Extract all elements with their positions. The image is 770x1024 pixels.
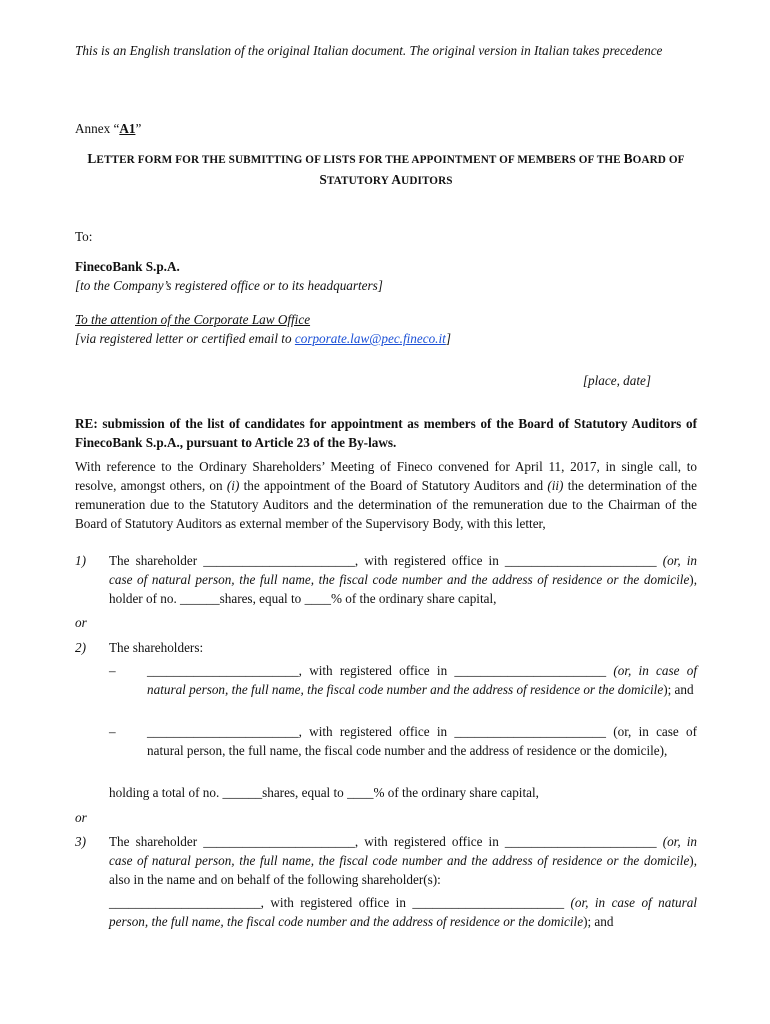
intro-paragraph: With reference to the Ordinary Shareholders’ Meeting of Fineco convened for April 11, 2017, in single call, to resolve, amongst others, on (i) the appointment of the Board of Statutory Auditors and (ii) the determination of the remuneration due to the Statutory Auditors and the determination of the remuneration due to the Chairman of the Board of Statutory Auditors as external member of the Supervisory Body, with this letter, (75, 459, 697, 531)
list-item-2-sub-1: – _______________________, with registered office in _______________________ (or, in case of natural person, the full name, the fiscal code number and the address of residence or the domicile); and (75, 661, 697, 699)
translation-note: This is an English translation of the original Italian document. The original version in Italian takes precedence (75, 43, 663, 58)
list-item-2: 2) The shareholders: (75, 640, 204, 655)
email-link[interactable]: corporate.law@pec.fineco.it (294, 331, 446, 346)
item-number: 3) (75, 834, 86, 849)
holding-total: holding a total of no. ______shares, equal to ____% of the ordinary share capital, (109, 785, 539, 800)
item-number: 2) (75, 640, 86, 655)
document-title: LETTER FORM FOR THE SUBMITTING OF LISTS FOR THE APPOINTMENT OF MEMBERS OF THE BOARD OF STATUTORY AUDITORS (87, 151, 685, 187)
list-item-2-sub-2: – _______________________, with registered office in _______________________ (or, in case of natural person, the full name, the fiscal code number and the address of residence or the domicile), (75, 722, 697, 760)
attention-line: To the attention of the Corporate Law Office (75, 312, 311, 327)
to-label: To: (75, 229, 93, 244)
dash-bullet: – (109, 663, 116, 678)
place-date: [place, date] (582, 373, 651, 388)
company-name: FinecoBank S.p.A. (75, 259, 180, 274)
re-subject: RE: submission of the list of candidates for appointment as members of the Board of Statutory Auditors of FinecoBank S.p.A., pursuant to Article 23 of the By-laws. (75, 416, 697, 450)
list-item-1: 1) The shareholder _______________________, with registered office in _______________________ (or, in case of natural person, the full name, the fiscal code number and the address of residence or the domicile), holder of no. ______shares, equal to ____% of the ordinary share capital, (75, 553, 698, 606)
list-item-3: 3) The shareholder _______________________, with registered office in _______________________ (or, in case of natural person, the full name, the fiscal code number and the address of residence or the domicile), also in the name and on behalf of the following shareholder(s): (75, 834, 698, 887)
item-number: 1) (75, 553, 86, 568)
or-separator: or (75, 615, 87, 630)
annex-label: Annex “A1” (75, 121, 142, 136)
company-address-note: [to the Company’s registered office or to its headquarters] (75, 278, 383, 293)
annex-code: A1 (119, 121, 136, 136)
dash-bullet: – (109, 724, 116, 739)
other-shareholder-entry: _______________________, with registered office in _______________________ (or, in case of natural person, the full name, the fiscal code number and the address of residence or the domicile); and (109, 895, 697, 929)
or-separator: or (75, 810, 87, 825)
delivery-method-note: [via registered letter or certified email to corporate.law@pec.fineco.it] (75, 331, 451, 346)
